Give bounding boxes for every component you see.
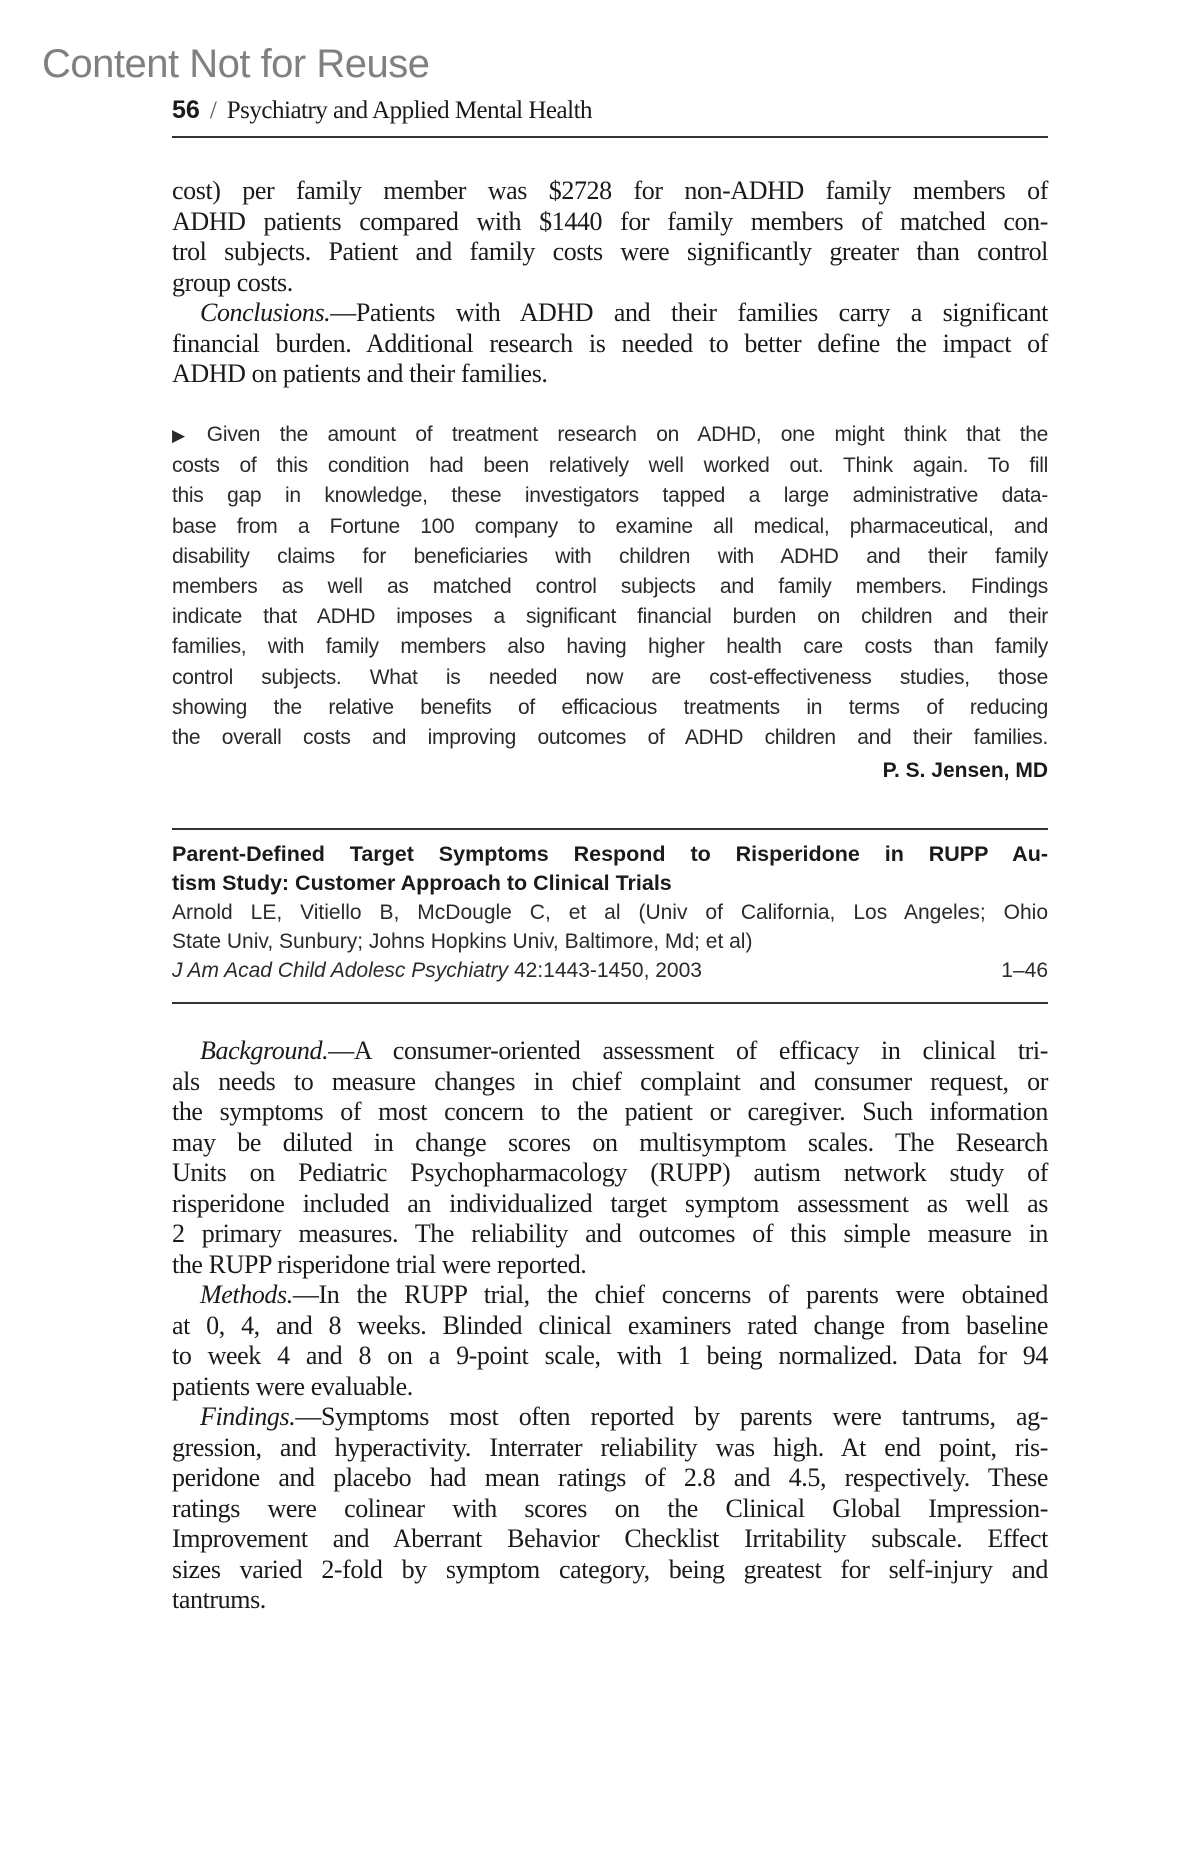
text-line: showing the relative benefits of efficacious treatments in terms of reducing bbox=[172, 695, 1048, 719]
running-head bbox=[172, 96, 1048, 125]
text-line: at 0, 4, and 8 weeks. Blinded clinical examiners rated change from baseline bbox=[172, 1310, 1048, 1340]
text-line: ADHD on patients and their families. bbox=[172, 359, 548, 388]
text-line: Improvement and Aberrant Behavior Checklist Irritability subscale. Effect bbox=[172, 1524, 1048, 1553]
triangle-marker-icon: ▶ bbox=[172, 426, 199, 445]
commentary bbox=[172, 420, 1048, 753]
text-line: financial burden. Additional research is needed to better define the impact of bbox=[172, 328, 1048, 358]
text-line: als needs to measure changes in chief complaint and consumer request, or bbox=[172, 1066, 1048, 1096]
text-line: disability claims for beneficiaries with children with ADHD and their family bbox=[172, 544, 1048, 568]
citation bbox=[172, 956, 702, 985]
journal-title: Psychiatry and Applied Mental Health bbox=[226, 97, 593, 124]
page-number: 56 bbox=[172, 96, 200, 124]
title-line: Parent-Defined Target Symptoms Respond to Risperidone in RUPP Au- bbox=[172, 842, 1048, 866]
text-line: may be diluted in change scores on multisymptom scales. The Research bbox=[172, 1127, 1048, 1157]
text-line: the overall costs and improving outcomes of ADHD children and their families. bbox=[172, 726, 1048, 750]
text-line: costs of this condition had been relatively well worked out. Think again. To fill bbox=[172, 454, 1048, 478]
text-line: —A consumer-oriented assessment of efficacy in clinical tri- bbox=[328, 1036, 1048, 1065]
text-line: Units on Pediatric Psychopharmacology (RUPP) autism network study of bbox=[172, 1158, 1048, 1187]
title-line: tism Study: Customer Approach to Clinical Trials bbox=[172, 871, 672, 895]
text-line: cost) per family member was $2728 for non-ADHD family members of bbox=[172, 176, 1048, 205]
text-line: the RUPP risperidone trial were reported. bbox=[172, 1249, 587, 1279]
findings-label: Findings. bbox=[200, 1402, 296, 1431]
text-line: group costs. bbox=[172, 267, 293, 297]
text-line: control subjects. What is needed now are cost-effectiveness studies, those bbox=[172, 665, 1048, 689]
header-rule bbox=[172, 136, 1048, 138]
text-line: tantrums. bbox=[172, 1585, 266, 1614]
text-line: gression, and hyperactivity. Interrater reliability was high. At end point, ris- bbox=[172, 1432, 1048, 1462]
text-line: indicate that ADHD imposes a significant financial burden on children and their bbox=[172, 605, 1048, 629]
text-line: members as well as matched control subjects and family members. Findings bbox=[172, 575, 1048, 599]
text-line: Given the amount of treatment research on ADHD, one might think that the bbox=[206, 423, 1048, 446]
text-line: risperidone included an individualized target symptom assessment as well as bbox=[172, 1188, 1048, 1218]
commentary-first-line bbox=[172, 420, 1048, 451]
text-line: trol subjects. Patient and family costs were significantly greater than control bbox=[172, 237, 1048, 266]
text-line: 2 primary measures. The reliability and outcomes of this simple measure in bbox=[172, 1219, 1048, 1248]
watermark: Content Not for Reuse bbox=[42, 42, 430, 86]
article-bottom-rule bbox=[172, 1002, 1048, 1004]
methods-label: Methods. bbox=[200, 1280, 293, 1309]
text-line: peridone and placebo had mean ratings of 2.8 and 4.5, respectively. These bbox=[172, 1463, 1048, 1492]
commentator-signature: P. S. Jensen, MD bbox=[882, 759, 1048, 782]
text-line: —In the RUPP trial, the chief concerns of parents were obtained bbox=[292, 1280, 1048, 1309]
article-meta bbox=[172, 898, 1048, 985]
text-line: families, with family members also having higher health care costs than family bbox=[172, 635, 1048, 659]
article-abstract bbox=[172, 1036, 1048, 1616]
findings-paragraph bbox=[172, 1402, 1048, 1433]
prev-article-abstract bbox=[172, 176, 1048, 390]
text-line: —Symptoms most often reported by parents were tantrums, ag- bbox=[295, 1402, 1048, 1431]
text-line: base from a Fortune 100 company to examine all medical, pharmaceutical, and bbox=[172, 514, 1048, 538]
article-title bbox=[172, 840, 1048, 898]
journal-citation: J Am Acad Child Adolesc Psychiatry bbox=[172, 959, 509, 982]
text-line: ratings were colinear with scores on the Clinical Global Impression- bbox=[172, 1493, 1048, 1523]
article-top-rule bbox=[172, 828, 1048, 830]
text-line: the symptoms of most concern to the patient or caregiver. Such information bbox=[172, 1097, 1048, 1126]
header-separator: / bbox=[209, 97, 217, 124]
methods-paragraph bbox=[172, 1280, 1048, 1311]
background-paragraph bbox=[172, 1036, 1048, 1067]
abstract-id: 1–46 bbox=[1001, 959, 1048, 982]
background-label: Background. bbox=[200, 1036, 329, 1065]
conclusions-paragraph bbox=[172, 298, 1048, 329]
text-line: to week 4 and 8 on a 9-point scale, with 1 being normalized. Data for 94 bbox=[172, 1341, 1048, 1370]
authors-line: State Univ, Sunbury; Johns Hopkins Univ, Baltimore, Md; et al) bbox=[172, 930, 753, 953]
text-line: sizes varied 2-fold by symptom category, being greatest for self-injury and bbox=[172, 1554, 1048, 1584]
volume-pages-year: 42:1443-1450, 2003 bbox=[513, 959, 702, 982]
conclusions-label: Conclusions. bbox=[200, 298, 331, 327]
authors-line: Arnold LE, Vitiello B, McDougle C, et al (Univ of California, Los Angeles; Ohio bbox=[172, 901, 1048, 924]
text-line: —Patients with ADHD and their families carry a significant bbox=[330, 298, 1048, 327]
text-line: this gap in knowledge, these investigators tapped a large administrative data- bbox=[172, 484, 1048, 508]
text-line: patients were evaluable. bbox=[172, 1371, 413, 1401]
citation-row bbox=[172, 956, 1048, 985]
text-line: ADHD patients compared with $1440 for family members of matched con- bbox=[172, 206, 1048, 236]
